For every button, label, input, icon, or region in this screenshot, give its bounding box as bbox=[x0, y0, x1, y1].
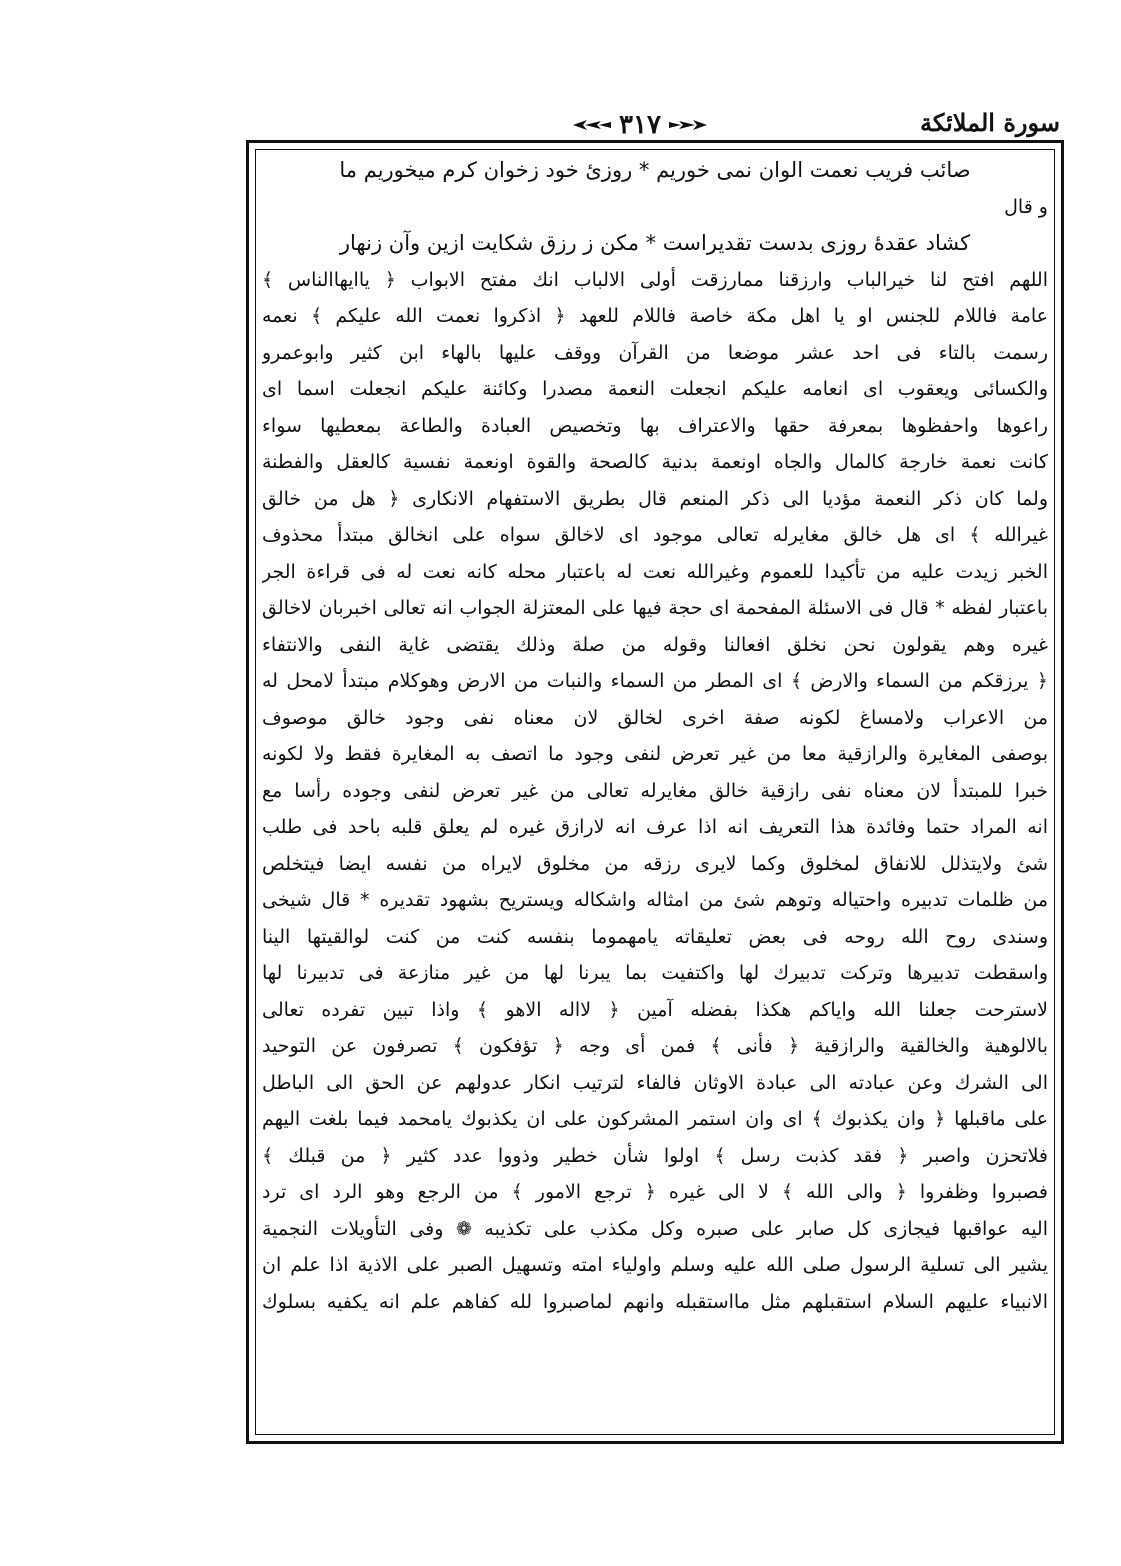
text-line: كانت نعمة خارجة كالمال والجاه اونعمة بدنية كالصحة والقوة اونعمة نفسية كالعقل والفطنة bbox=[262, 451, 1048, 473]
page-header bbox=[250, 108, 1060, 142]
text-line: فلاتحزن واصبر ﴿ فقد كذبت رسل ﴾ اولوا شأن خطير وذووا عدد كثير ﴿ من قبلك ﴾ bbox=[262, 1144, 1048, 1167]
text-line: بوصفى المغايرة والرازقية معا من غير تعرض لنفى وجود ما اتصف به المغايرة فقط ولا لكونه bbox=[262, 743, 1048, 765]
text-line: رسمت بالتاء فى احد عشر موضعا من القرآن ووقف عليها بالهاء ابن كثير وابوعمرو bbox=[262, 341, 1048, 364]
text-line: الى الشرك وعن عبادته الى عبادة الاوثان فالفاء لترتيب انكار عدولهم عن الحق الى الباطل bbox=[262, 1071, 1048, 1094]
text-line: باعتبار لفظه * قال فى الاسئلة المفحمة اى حجة فيها على المعتزلة الجواب انه تعالى اخبربان لاخالق bbox=[262, 597, 1048, 619]
text-line: غيرالله ﴾ اى هل خالق مغايرله تعالى موجود اى لاخالق سواه على انخالق مبتدأ محذوف bbox=[262, 524, 1048, 546]
ornament-right-icon bbox=[667, 118, 709, 132]
text-line: غيره وهم يقولون نحن نخلق افعالنا وقوله من صلة وذلك يقتضى غاية النفى والانتفاء bbox=[262, 633, 1048, 656]
text-body bbox=[262, 152, 1048, 1393]
text-line: كشاد عقدهٔ روزى بدست تقديراست * مكن ز رزق شكايت ازين وآن زنهار bbox=[339, 231, 971, 255]
text-line: والكسائى ويعقوب اى انعامه عليكم انجعلت النعمة مصدرا وكائنة عليكم انجعلت اسما اى bbox=[262, 378, 1048, 400]
text-line: الخبر زيدت عليه من تأكيدا للعموم وغيرالله نعت له باعتبار محله كانه نعت له فى قراءة الجر bbox=[262, 560, 1048, 583]
text-line: من ظلمات تدبيره واحتياله وتوهم شئ من امثاله واشكاله ويستريح بشهود تقديره * قال شيخى bbox=[262, 889, 1048, 911]
text-line: واسقطت تدبيرها وتركت تدبيرك لها واكتفيت بما يبرنا لها من غير منازعة فى تدبيرنا لها bbox=[262, 962, 1048, 984]
page-number: ٣١٧ bbox=[619, 110, 661, 140]
text-line: فصبروا وظفروا ﴿ والى الله ﴾ لا الى غيره ﴿ ترجع الامور ﴾ من الرجع وهو الرد اى ترد bbox=[262, 1181, 1048, 1203]
text-line: لاسترحت جعلنا الله واياكم هكذا بفضله آمين ﴿ لااله الاهو ﴾ واذا تبين تفرده تعالى bbox=[262, 998, 1048, 1021]
text-line: اللهم افتح لنا خيرالباب وارزقنا ممارزقت أولى الالباب انك مفتح الابواب ﴿ ياايهاالناس ﴾ bbox=[262, 268, 1048, 291]
text-line bbox=[262, 1357, 1048, 1394]
text-line: ﴿ يرزقكم من السماء والارض ﴾ اى المطر من السماء والنبات من الارض وهوكلام مبتدأ لامحل له bbox=[262, 670, 1048, 692]
text-line: اليه عواقبها فيجازى كل صابر على صبره وكل مكذب على تكذيبه ❁ وفى التأويلات النجمية bbox=[262, 1217, 1048, 1240]
ornament-left-icon bbox=[571, 118, 613, 132]
text-line: انه المراد حتما وفائدة هذا التعريف انه اذا عرف انه لارازق غيره لم يعلق قلبه باحد فى طلب bbox=[262, 816, 1048, 838]
text-line: صائب فريب نعمت الوان نمى خوريم * روزئ خود زخوان كرم ميخوريم ما bbox=[339, 158, 971, 182]
text-line: الانبياء عليهم السلام استقبلهم مثل مااستقبله وانهم لماصبروا لله كفاهم علم انه يكفيه بسلوك bbox=[262, 1290, 1048, 1313]
text-line: راعوها واحفظوها بمعرفة حقها والاعتراف بها وتخصيص العبادة والطاعة بمعطيها سواء bbox=[262, 414, 1048, 437]
text-line: وسندى روح الله روحه فى بعض تعليقاته يامهموما بنفسه كنت من كنت لوالقيتها الينا bbox=[262, 925, 1048, 948]
text-line bbox=[262, 1320, 1048, 1357]
text-line: ولما كان ذكر النعمة مؤديا الى ذكر المنعم قال بطريق الاستفهام الانكارى ﴿ هل من خالق bbox=[262, 487, 1048, 510]
text-line: خبرا للمبتدأ لان معناه نفى رازقية خالق مغايرله تعالى من غير تعرض لنفى وجوده رأسا مع bbox=[262, 779, 1048, 802]
text-line: من الاعراب ولامساغ لكونه صفة اخرى لخالق لان معناه نفى وجود خالق موصوف bbox=[262, 706, 1048, 729]
text-line: عامة فاللام للجنس او يا اهل مكة خاصة فاللام للعهد ﴿ اذكروا نعمت الله عليكم ﴾ نعمه bbox=[262, 305, 1048, 327]
text-line: و قال bbox=[1004, 195, 1048, 218]
page-number-area bbox=[550, 108, 730, 142]
text-line: يشير الى تسلية الرسول صلى الله عليه وسلم واولياء امته وتسهيل الصبر على الاذية اذا علم ان bbox=[262, 1254, 1048, 1276]
surah-name: سورة الملائكة bbox=[919, 108, 1060, 137]
text-line: شئ ولايتذلل للانفاق لمخلوق وكما لايرى رزقه من مخلوق لايراه من نفسه ايضا فيتخلص bbox=[262, 852, 1048, 875]
text-line: بالالوهية والخالقية والرازقية ﴿ فأنى ﴾ فمن أى وجه ﴿ تؤفكون ﴾ تصرفون عن التوحيد bbox=[262, 1035, 1048, 1057]
text-line: على ماقبلها ﴿ وان يكذبوك ﴾ اى وان استمر المشركون على ان يكذبوك يامحمد فيما بلغت اليهم bbox=[262, 1108, 1048, 1130]
